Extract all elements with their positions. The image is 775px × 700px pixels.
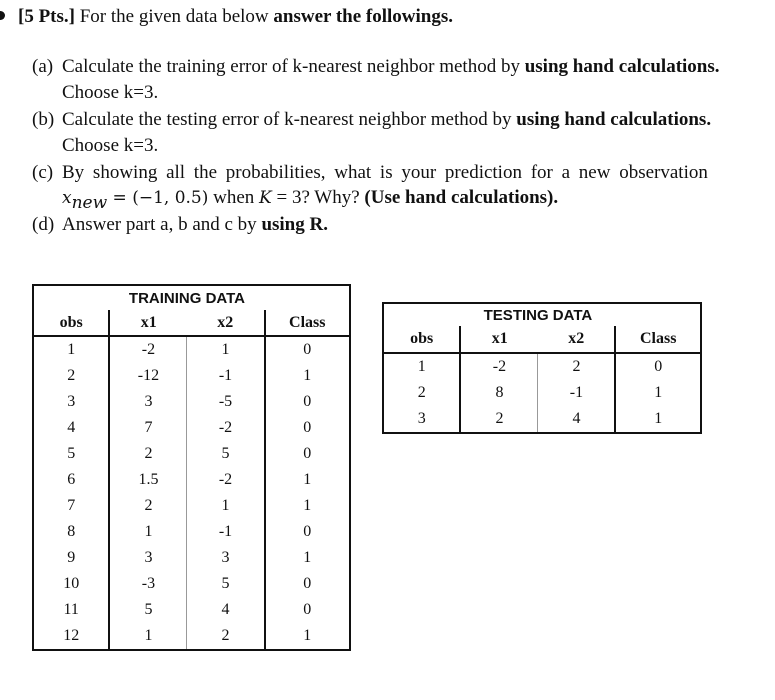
training-cell-x1: 2 [109,441,187,467]
training-cell-class: 1 [303,497,312,514]
training-row [33,623,350,650]
training-row [33,519,350,545]
training-cell-x2: 3 [187,545,265,571]
question-c: (c) By showing all the probabilities, what is your prediction for a new observation [32,162,708,183]
training-cell-x1: 7 [109,415,187,441]
training-cell-x2: -5 [187,389,265,415]
training-cell-x1: 2 [109,493,187,519]
training-cell-obs: 8 [33,519,109,545]
testing-cell-x1: -2 [460,353,538,380]
testing-cell-class: 1 [654,384,663,401]
training-cell-obs: 7 [33,493,109,519]
training-row [33,493,350,519]
testing-cell-x2: -1 [538,380,616,406]
training-cell-class: 0 [303,419,312,436]
training-cell-x1: 1 [109,519,187,545]
question-b: (b) Calculate the testing error of k-nearest neighbor method by using hand calculations. [32,109,712,130]
testing-cell-class: 1 [654,410,663,427]
testing-data-table [382,302,702,434]
training-cell-x1: -12 [109,363,187,389]
question-d: (d) Answer part a, b and c by using R. [32,214,328,235]
training-cell-obs: 11 [33,597,109,623]
training-row [33,441,350,467]
training-header-class: Class [265,310,351,336]
testing-cell-obs: 2 [383,380,460,406]
training-header-x2: x2 [187,310,265,336]
training-cell-x2: -1 [187,363,265,389]
training-row [33,415,350,441]
training-cell-class: 0 [303,601,312,618]
question-b-line2: Choose k=3. [62,135,159,156]
training-row [33,545,350,571]
problem-header: [5 Pts.] For the given data below answer the followings. [18,6,454,27]
training-cell-x2: 2 [187,623,265,650]
testing-row [383,406,701,433]
question-a-line2: Choose k=3. [62,82,159,103]
testing-header-obs: obs [383,326,460,353]
training-cell-class: 1 [303,367,312,384]
testing-cell-x2: 2 [538,353,616,380]
training-cell-x2: 1 [187,493,265,519]
testing-cell-obs: 3 [383,406,460,433]
training-cell-obs: 6 [33,467,109,493]
training-cell-obs: 4 [33,415,109,441]
training-header-obs: obs [33,310,109,336]
training-row [33,389,350,415]
training-cell-x2: 5 [187,441,265,467]
training-cell-x1: 3 [109,389,187,415]
testing-cell-class: 0 [654,358,663,375]
training-header-x1: x1 [109,310,187,336]
training-cell-obs: 9 [33,545,109,571]
testing-cell-x1: 2 [460,406,538,433]
training-cell-x1: -2 [109,336,187,363]
training-cell-x1: 1 [109,623,187,650]
testing-cell-obs: 1 [383,353,460,380]
training-row [33,597,350,623]
training-cell-x2: 1 [187,336,265,363]
training-cell-x1: 1.5 [109,467,187,493]
training-cell-x2: 5 [187,571,265,597]
training-cell-x1: 3 [109,545,187,571]
training-row [33,363,350,389]
testing-cell-x1: 8 [460,380,538,406]
training-cell-x2: -1 [187,519,265,545]
testing-table-title: TESTING DATA [483,306,593,324]
training-cell-x1: -3 [109,571,187,597]
training-cell-x1: 5 [109,597,187,623]
training-cell-obs: 5 [33,441,109,467]
training-cell-class: 0 [303,393,312,410]
question-a: (a) Calculate the training error of k-nearest neighbor method by using hand calculations. [32,56,720,77]
training-row [33,336,350,363]
question-c-line2: $x_{new} = (-1$, 0.5) when K = 3? Why? (Use hand calculations). [62,187,559,213]
training-cell-x2: -2 [187,467,265,493]
training-cell-class: 0 [303,523,312,540]
training-cell-class: 0 [303,445,312,462]
training-table-title: TRAINING DATA [128,289,246,307]
training-cell-class: 1 [303,627,312,644]
training-cell-obs: 1 [33,336,109,363]
training-cell-class: 1 [303,471,312,488]
training-cell-x2: -2 [187,415,265,441]
training-row [33,467,350,493]
testing-header-x2: x2 [538,326,616,353]
training-data-table [32,284,351,651]
training-cell-obs: 10 [33,571,109,597]
testing-cell-x2: 4 [538,406,616,433]
training-cell-obs: 2 [33,363,109,389]
training-cell-obs: 3 [33,389,109,415]
training-cell-class: 0 [303,575,312,592]
training-cell-class: 0 [303,341,312,358]
training-cell-class: 1 [303,549,312,566]
testing-header-x1: x1 [460,326,538,353]
training-cell-x2: 4 [187,597,265,623]
training-row [33,571,350,597]
bullet-icon [0,11,5,20]
testing-header-class: Class [615,326,701,353]
testing-row [383,380,701,406]
training-cell-obs: 12 [33,623,109,650]
testing-row [383,353,701,380]
